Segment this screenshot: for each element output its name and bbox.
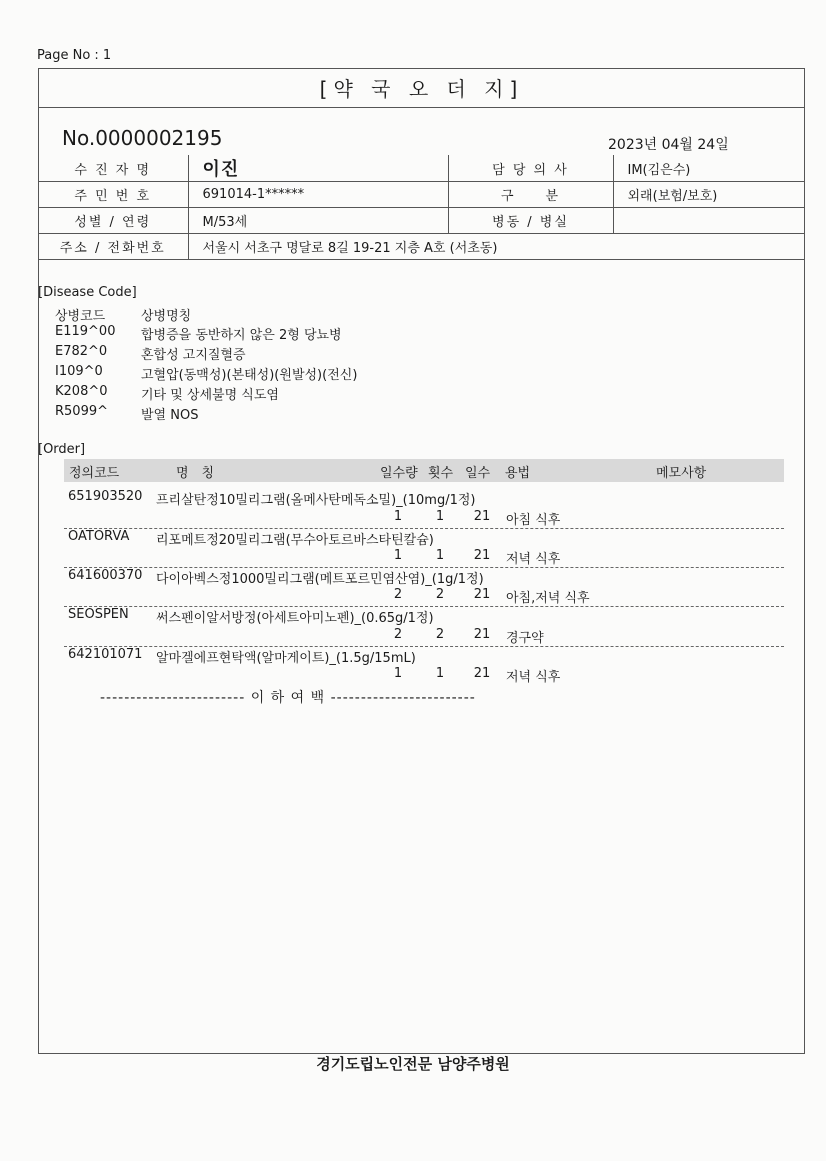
- order-drug-name: 써스펜이알서방정(아세트아미노펜)_(0.65g/1정): [156, 611, 434, 626]
- order-days: 21: [473, 666, 491, 681]
- order-qty: 1: [393, 509, 403, 524]
- patient-row-address: [38, 234, 805, 260]
- order-times: 1: [435, 666, 445, 681]
- address-phone: 서울시 서초구 명달로 8길 19-21 지층 A호 (서초동): [188, 234, 805, 260]
- order-days: 21: [473, 627, 491, 642]
- order-drug-name: 다이아벡스정1000밀리그램(메트포르민염산염)_(1g/1정): [156, 572, 484, 587]
- label-category: 구 분: [448, 182, 613, 208]
- order-usage: 경구약: [506, 631, 544, 646]
- order-times: 1: [435, 509, 445, 524]
- order-drug-name: 알마겔에프현탁액(알마게이트)_(1.5g/15mL): [156, 651, 416, 666]
- order-qty: 2: [393, 627, 403, 642]
- order-code: OATORVA: [68, 529, 130, 544]
- disease-name: 혼합성 고지질혈증: [141, 348, 246, 363]
- label-address-phone: 주소 / 전화번호: [38, 234, 188, 260]
- sex-age: M/53세: [188, 208, 448, 234]
- order-drug-name: 리포메트정20밀리그램(무수아토르바스타틴칼슘): [156, 533, 434, 548]
- disease-name: 발열 NOS: [141, 408, 199, 423]
- disease-col-name: 상병명칭: [141, 309, 192, 324]
- disease-code: R5099^: [55, 404, 109, 419]
- page-number: Page No : 1: [37, 48, 112, 63]
- order-col-times: 횟수: [428, 466, 454, 481]
- order-col-memo: 메모사항: [656, 466, 707, 481]
- disease-section-title: [Disease Code]: [38, 285, 137, 300]
- order-col-days: 일수: [465, 466, 491, 481]
- patient-row-id: [38, 182, 805, 208]
- order-times: 1: [435, 548, 445, 563]
- patient-info-table: [38, 155, 805, 260]
- label-patient-name: 수 진 자 명: [38, 155, 188, 182]
- label-doctor: 담 당 의 사: [448, 155, 613, 182]
- disease-name: 합병증을 동반하지 않은 2형 당뇨병: [141, 328, 342, 343]
- document-title: [약 국 오 더 지]: [38, 68, 805, 108]
- order-code: 651903520: [68, 489, 143, 504]
- label-resident-id: 주 민 번 호: [38, 182, 188, 208]
- order-qty: 1: [393, 548, 403, 563]
- order-code: 642101071: [68, 647, 143, 662]
- hospital-name-footer: 경기도립노인전문 남양주병원: [316, 1055, 510, 1073]
- blank-below-marker: ------------------------ 이 하 여 백 ------------------------: [100, 690, 476, 706]
- ward-room: [613, 208, 805, 234]
- disease-name: 고혈압(동맥성)(본태성)(원발성)(전신): [141, 368, 358, 383]
- order-usage: 저녁 식후: [506, 552, 561, 567]
- order-col-code: 정의코드: [69, 466, 120, 481]
- order-usage: 저녁 식후: [506, 670, 561, 685]
- patient-row-name: [38, 155, 805, 182]
- order-qty: 1: [393, 666, 403, 681]
- order-section-title: [Order]: [38, 442, 86, 457]
- resident-id: 691014-1******: [188, 182, 448, 208]
- disease-code: K208^0: [55, 384, 108, 399]
- label-sex-age: 성별 / 연령: [38, 208, 188, 234]
- order-times: 2: [435, 587, 445, 602]
- patient-category: 외래(보험/보호): [613, 182, 805, 208]
- patient-row-sexage: [38, 208, 805, 234]
- doctor-name: IM(김은수): [613, 155, 805, 182]
- order-date: 2023년 04월 24일: [608, 137, 729, 153]
- order-table-header: [64, 459, 784, 482]
- disease-col-code: 상병코드: [55, 309, 106, 324]
- order-col-usage: 용법: [505, 466, 531, 481]
- order-code: SEOSPEN: [68, 607, 129, 622]
- order-usage: 아침 식후: [506, 513, 561, 528]
- order-days: 21: [473, 587, 491, 602]
- order-code: 641600370: [68, 568, 143, 583]
- order-number: No.0000002195: [62, 126, 223, 150]
- disease-code: E782^0: [55, 344, 108, 359]
- order-qty: 2: [393, 587, 403, 602]
- disease-code: I109^0: [55, 364, 103, 379]
- order-days: 21: [473, 548, 491, 563]
- disease-code: E119^00: [55, 324, 116, 339]
- disease-name: 기타 및 상세불명 식도염: [141, 388, 279, 403]
- patient-name: 이진: [188, 155, 448, 182]
- label-ward: 병동 / 병실: [448, 208, 613, 234]
- order-col-qty: 일수량: [380, 466, 418, 481]
- order-times: 2: [435, 627, 445, 642]
- order-usage: 아침,저녁 식후: [506, 591, 590, 606]
- order-days: 21: [473, 509, 491, 524]
- order-drug-name: 프리살탄정10밀리그램(올메사탄메독소밀)_(10mg/1정): [156, 493, 476, 508]
- order-col-name: 명 칭: [176, 466, 215, 481]
